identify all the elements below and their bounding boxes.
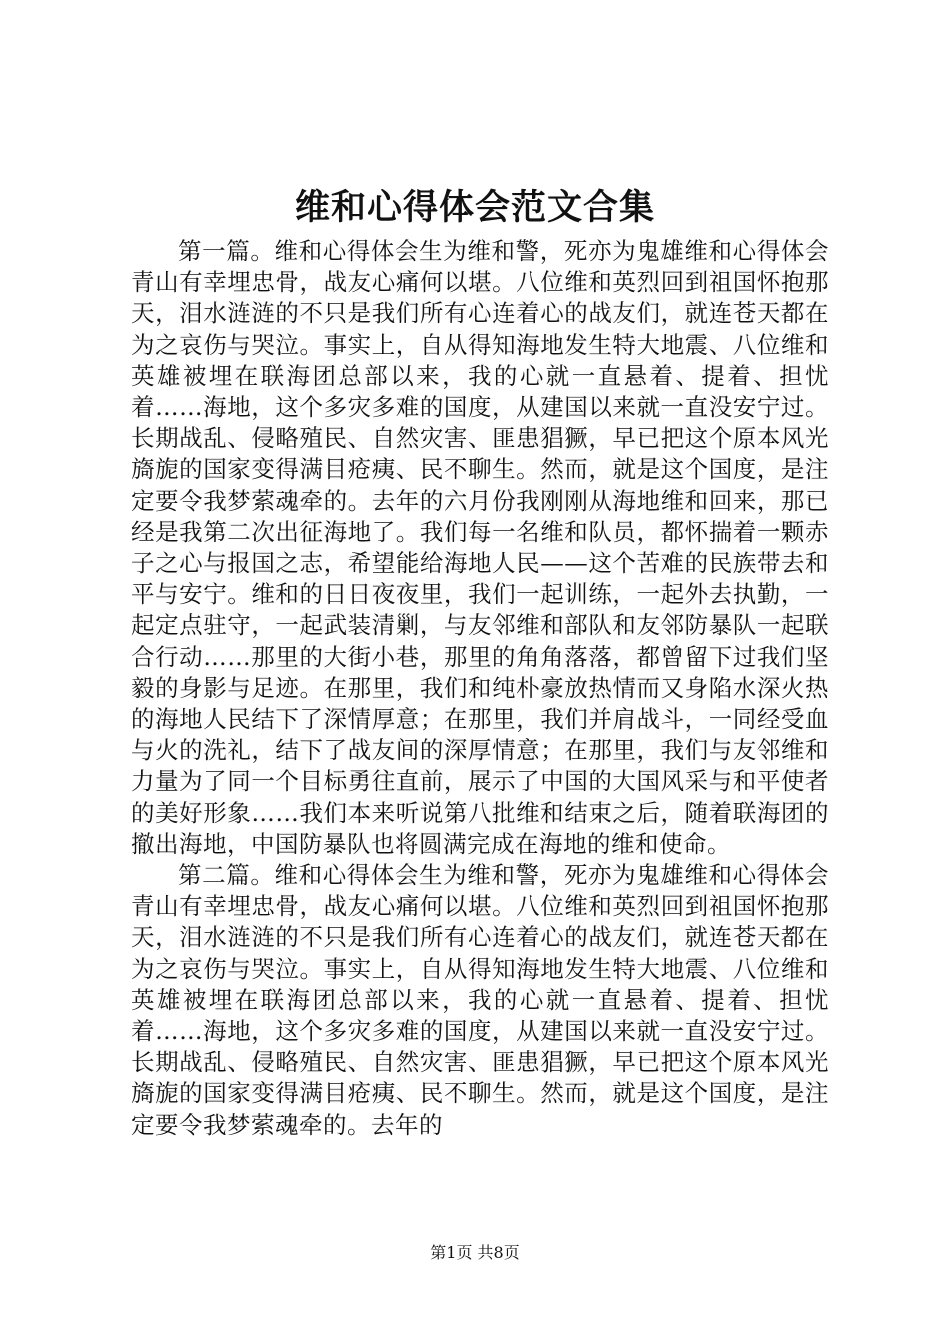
document-body (131, 236, 829, 1141)
page-number-footer: 第1页 共8页 (430, 1243, 520, 1262)
paragraph-2: 第二篇。维和心得体会生为维和警，死亦为鬼雄维和心得体会青山有幸埋忠骨，战友心痛何以堪。八位维和英烈回到祖国怀抱那天，泪水涟涟的不只是我们所有心连着心的战友们，就连苍天都在为之哀伤与哭泣。事实上，自从得知海地发生特大地震、八位维和英雄被埋在联海团总部以来，我的心就一直悬着、提着、担忧着……海地，这个多灾多难的国度，从建国以来就一直没安宁过。长期战乱、侵略殖民、自然灾害、匪患猖獗，早已把这个原本风光旖旎的国家变得满目疮痍、民不聊生。然而，就是这个国度，是注定要令我梦萦魂牵的。去年的 (131, 861, 829, 1139)
document-title: 维和心得体会范文合集 (294, 187, 655, 228)
paragraph-1: 第一篇。维和心得体会生为维和警，死亦为鬼雄维和心得体会青山有幸埋忠骨，战友心痛何以堪。八位维和英烈回到祖国怀抱那天，泪水涟涟的不只是我们所有心连着心的战友们，就连苍天都在为之哀伤与哭泣。事实上，自从得知海地发生特大地震、八位维和英雄被埋在联海团总部以来，我的心就一直悬着、提着、担忧着……海地，这个多灾多难的国度，从建国以来就一直没安宁过。长期战乱、侵略殖民、自然灾害、匪患猖獗，早已把这个原本风光旖旎的国家变得满目疮痍、民不聊生。然而，就是这个国度，是注定要令我梦萦魂牵的。去年的六月份我刚刚从海地维和回来，那已经是我第二次出征海地了。我们每一名维和队员，都怀揣着一颗赤子之心与报国之志，希望能给海地人民——这个苦难的民族带去和平与安宁。维和的日日夜夜里，我们一起训练，一起外去执勤，一起定点驻守，一起武装清剿，与友邻维和部队和友邻防暴队一起联合行动……那里的大街小巷，那里的角角落落，都曾留下过我们坚毅的身影与足迹。在那里，我们和纯朴豪放热情而又身陷水深火热的海地人民结下了深情厚意；在那里，我们并肩战斗，一同经受血与火的洗礼，结下了战友间的深厚情意；在那里，我们与友邻维和力量为了同一个目标勇往直前，展示了中国的大国风采与和平使者的美好形象……我们本来听说第八批维和结束之后，随着联海团的撤出海地，中国防暴队也将圆满完成在海地的维和使命。 (131, 237, 829, 858)
